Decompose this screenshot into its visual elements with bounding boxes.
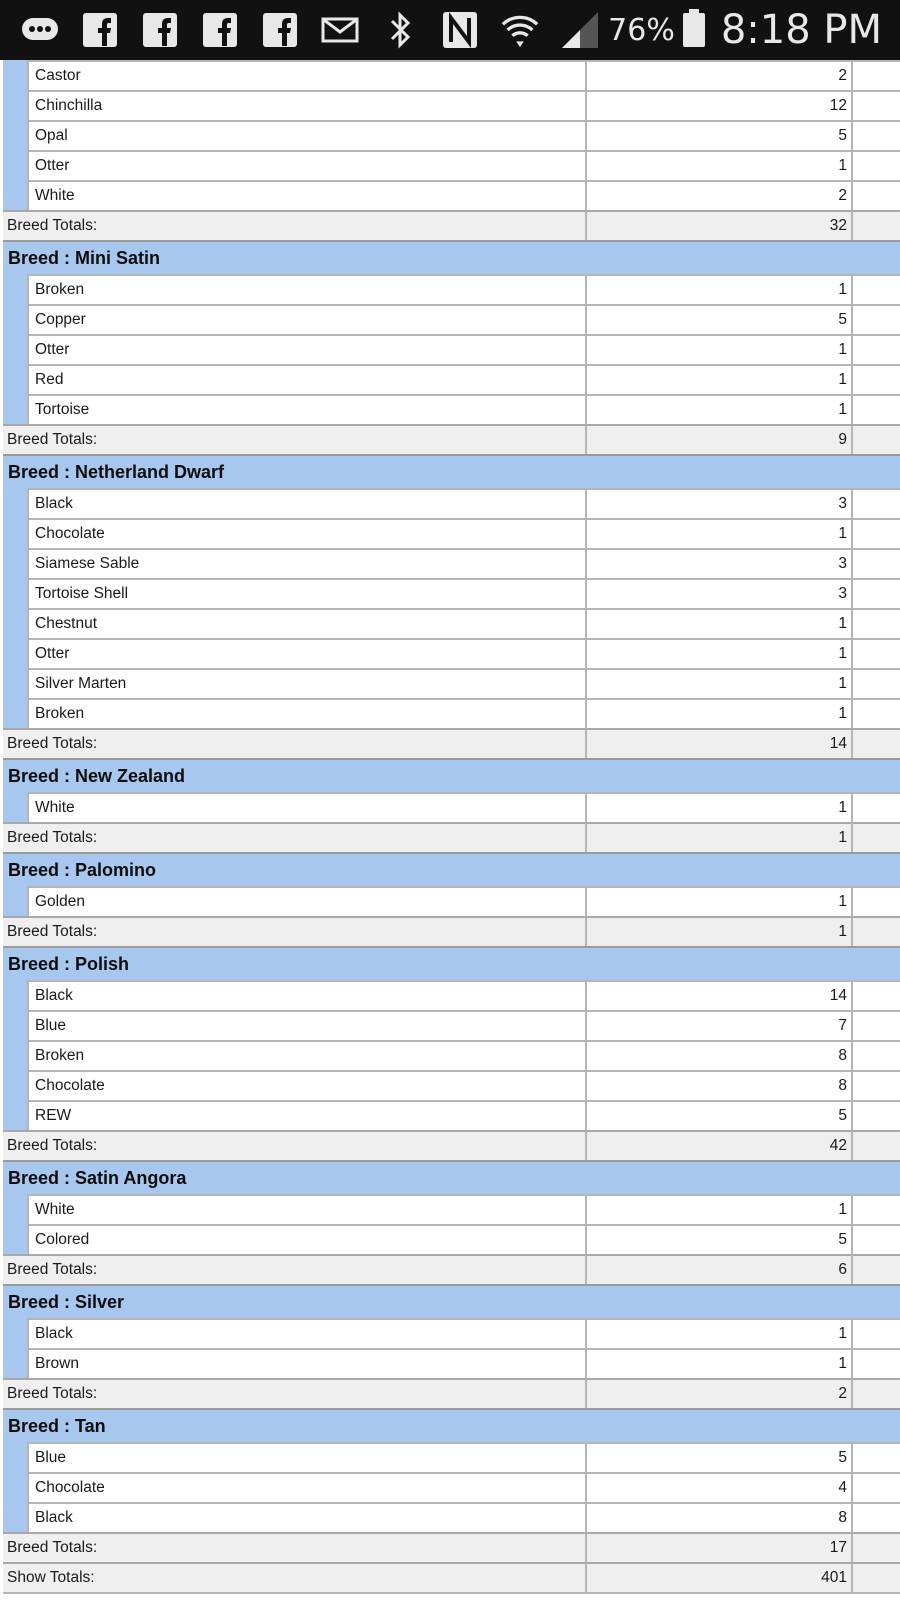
extra-cell bbox=[851, 548, 900, 578]
color-name-cell: Blue bbox=[27, 1010, 585, 1040]
row-indent bbox=[3, 886, 27, 916]
color-name-cell: Tortoise Shell bbox=[27, 578, 585, 608]
row-indent bbox=[3, 1442, 27, 1472]
table-row bbox=[3, 120, 900, 150]
totals-count: 401 bbox=[585, 1562, 851, 1592]
row-indent bbox=[3, 364, 27, 394]
table-row bbox=[3, 638, 900, 668]
row-indent bbox=[3, 120, 27, 150]
count-cell: 8 bbox=[585, 1040, 851, 1070]
extra-cell bbox=[851, 488, 900, 518]
totals-count: 1 bbox=[585, 822, 851, 852]
breed-totals-row bbox=[3, 424, 900, 454]
table-row bbox=[3, 394, 900, 424]
row-indent bbox=[3, 1224, 27, 1254]
color-name-cell: Castor bbox=[27, 60, 585, 90]
totals-label: Breed Totals: bbox=[3, 916, 585, 946]
row-indent bbox=[3, 668, 27, 698]
count-cell: 7 bbox=[585, 1010, 851, 1040]
breed-header: Breed : Satin Angora bbox=[3, 1160, 900, 1194]
table-row bbox=[3, 886, 900, 916]
color-name-cell: Chocolate bbox=[27, 1070, 585, 1100]
count-cell: 1 bbox=[585, 1318, 851, 1348]
extra-cell bbox=[851, 1100, 900, 1130]
table-row bbox=[3, 792, 900, 822]
breed-header: Breed : Mini Satin bbox=[3, 240, 900, 274]
extra-cell bbox=[851, 1378, 900, 1408]
count-cell: 3 bbox=[585, 548, 851, 578]
row-indent bbox=[3, 1502, 27, 1532]
color-name-cell: White bbox=[27, 180, 585, 210]
count-cell: 5 bbox=[585, 1224, 851, 1254]
extra-cell bbox=[851, 90, 900, 120]
row-indent bbox=[3, 488, 27, 518]
row-indent bbox=[3, 1100, 27, 1130]
color-name-cell: Golden bbox=[27, 886, 585, 916]
breed-header: Breed : Tan bbox=[3, 1408, 900, 1442]
row-indent bbox=[3, 698, 27, 728]
extra-cell bbox=[851, 180, 900, 210]
extra-cell bbox=[851, 728, 900, 758]
row-indent bbox=[3, 90, 27, 120]
color-name-cell: Chinchilla bbox=[27, 90, 585, 120]
extra-cell bbox=[851, 334, 900, 364]
count-cell: 4 bbox=[585, 1472, 851, 1502]
signal-icon bbox=[560, 10, 600, 50]
table-row bbox=[3, 1040, 900, 1070]
extra-cell bbox=[851, 1348, 900, 1378]
extra-cell bbox=[851, 1532, 900, 1562]
row-indent bbox=[3, 980, 27, 1010]
color-name-cell: Black bbox=[27, 488, 585, 518]
extra-cell bbox=[851, 60, 900, 90]
table-row bbox=[3, 548, 900, 578]
table-row bbox=[3, 488, 900, 518]
count-cell: 8 bbox=[585, 1070, 851, 1100]
count-cell: 1 bbox=[585, 1348, 851, 1378]
extra-cell bbox=[851, 1472, 900, 1502]
count-cell: 1 bbox=[585, 608, 851, 638]
extra-cell bbox=[851, 1318, 900, 1348]
color-name-cell: REW bbox=[27, 1100, 585, 1130]
totals-count: 32 bbox=[585, 210, 851, 240]
extra-cell bbox=[851, 1562, 900, 1592]
table-row bbox=[3, 180, 900, 210]
table-row bbox=[3, 150, 900, 180]
row-indent bbox=[3, 1318, 27, 1348]
color-name-cell: Black bbox=[27, 1502, 585, 1532]
extra-cell bbox=[851, 792, 900, 822]
table-row bbox=[3, 1472, 900, 1502]
row-indent bbox=[3, 1194, 27, 1224]
facebook-icon bbox=[200, 10, 240, 50]
table-row bbox=[3, 90, 900, 120]
row-indent bbox=[3, 394, 27, 424]
row-indent bbox=[3, 60, 27, 90]
breed-totals-row bbox=[3, 1378, 900, 1408]
breed-header: Breed : Palomino bbox=[3, 852, 900, 886]
row-indent bbox=[3, 150, 27, 180]
color-name-cell: Brown bbox=[27, 1348, 585, 1378]
status-bar bbox=[0, 0, 900, 60]
row-indent bbox=[3, 274, 27, 304]
count-cell: 1 bbox=[585, 668, 851, 698]
color-name-cell: Chestnut bbox=[27, 608, 585, 638]
breed-totals-row bbox=[3, 1254, 900, 1284]
breed-totals-row bbox=[3, 210, 900, 240]
totals-count: 17 bbox=[585, 1532, 851, 1562]
totals-label: Breed Totals: bbox=[3, 822, 585, 852]
count-cell: 1 bbox=[585, 334, 851, 364]
table-row bbox=[3, 1010, 900, 1040]
table-row bbox=[3, 1100, 900, 1130]
table-row bbox=[3, 364, 900, 394]
count-cell: 5 bbox=[585, 1100, 851, 1130]
count-cell: 3 bbox=[585, 578, 851, 608]
extra-cell bbox=[851, 578, 900, 608]
color-name-cell: Tortoise bbox=[27, 394, 585, 424]
extra-cell bbox=[851, 1442, 900, 1472]
messages-icon bbox=[20, 10, 60, 50]
table-row bbox=[3, 1442, 900, 1472]
count-cell: 1 bbox=[585, 274, 851, 304]
email-icon bbox=[320, 10, 360, 50]
extra-cell bbox=[851, 304, 900, 334]
extra-cell bbox=[851, 364, 900, 394]
table-row bbox=[3, 1070, 900, 1100]
count-cell: 1 bbox=[585, 394, 851, 424]
extra-cell bbox=[851, 1224, 900, 1254]
color-name-cell: Broken bbox=[27, 1040, 585, 1070]
totals-label: Breed Totals: bbox=[3, 728, 585, 758]
totals-count: 42 bbox=[585, 1130, 851, 1160]
totals-count: 6 bbox=[585, 1254, 851, 1284]
totals-label: Breed Totals: bbox=[3, 210, 585, 240]
show-report-table bbox=[3, 60, 900, 1594]
extra-cell bbox=[851, 518, 900, 548]
count-cell: 1 bbox=[585, 1194, 851, 1224]
extra-cell bbox=[851, 668, 900, 698]
color-name-cell: White bbox=[27, 1194, 585, 1224]
table-row bbox=[3, 60, 900, 90]
table-row bbox=[3, 1194, 900, 1224]
color-name-cell: Otter bbox=[27, 334, 585, 364]
color-name-cell: Otter bbox=[27, 150, 585, 180]
extra-cell bbox=[851, 1254, 900, 1284]
row-indent bbox=[3, 1010, 27, 1040]
color-name-cell: Opal bbox=[27, 120, 585, 150]
table-row bbox=[3, 668, 900, 698]
totals-label: Breed Totals: bbox=[3, 1378, 585, 1408]
totals-label: Show Totals: bbox=[3, 1562, 585, 1592]
clock: 8:18 PM bbox=[720, 7, 882, 53]
row-indent bbox=[3, 1348, 27, 1378]
color-name-cell: Siamese Sable bbox=[27, 548, 585, 578]
count-cell: 5 bbox=[585, 120, 851, 150]
count-cell: 2 bbox=[585, 180, 851, 210]
extra-cell bbox=[851, 1070, 900, 1100]
color-name-cell: Colored bbox=[27, 1224, 585, 1254]
facebook-icon bbox=[260, 10, 300, 50]
row-indent bbox=[3, 1472, 27, 1502]
row-indent bbox=[3, 1040, 27, 1070]
totals-count: 14 bbox=[585, 728, 851, 758]
extra-cell bbox=[851, 886, 900, 916]
notification-icons bbox=[0, 10, 620, 50]
totals-label: Breed Totals: bbox=[3, 1532, 585, 1562]
nfc-icon bbox=[440, 10, 480, 50]
facebook-icon bbox=[140, 10, 180, 50]
row-indent bbox=[3, 518, 27, 548]
extra-cell bbox=[851, 980, 900, 1010]
count-cell: 1 bbox=[585, 886, 851, 916]
breed-header: Breed : Netherland Dwarf bbox=[3, 454, 900, 488]
color-name-cell: Blue bbox=[27, 1442, 585, 1472]
breed-totals-row bbox=[3, 822, 900, 852]
totals-label: Breed Totals: bbox=[3, 1130, 585, 1160]
row-indent bbox=[3, 548, 27, 578]
breed-header: Breed : Silver bbox=[3, 1284, 900, 1318]
table-row bbox=[3, 334, 900, 364]
color-name-cell: Black bbox=[27, 1318, 585, 1348]
row-indent bbox=[3, 304, 27, 334]
table-row bbox=[3, 274, 900, 304]
extra-cell bbox=[851, 394, 900, 424]
status-right bbox=[600, 0, 882, 60]
row-indent bbox=[3, 608, 27, 638]
wifi-icon bbox=[500, 10, 540, 50]
totals-label: Breed Totals: bbox=[3, 1254, 585, 1284]
color-name-cell: Broken bbox=[27, 274, 585, 304]
table-row bbox=[3, 304, 900, 334]
extra-cell bbox=[851, 1040, 900, 1070]
battery-percent: 76% bbox=[608, 12, 675, 48]
breed-header: Breed : Polish bbox=[3, 946, 900, 980]
color-name-cell: White bbox=[27, 792, 585, 822]
extra-cell bbox=[851, 698, 900, 728]
row-indent bbox=[3, 638, 27, 668]
count-cell: 1 bbox=[585, 638, 851, 668]
extra-cell bbox=[851, 1502, 900, 1532]
totals-count: 1 bbox=[585, 916, 851, 946]
count-cell: 3 bbox=[585, 488, 851, 518]
count-cell: 1 bbox=[585, 792, 851, 822]
table-row bbox=[3, 1224, 900, 1254]
row-indent bbox=[3, 180, 27, 210]
count-cell: 1 bbox=[585, 518, 851, 548]
extra-cell bbox=[851, 822, 900, 852]
totals-label: Breed Totals: bbox=[3, 424, 585, 454]
totals-count: 2 bbox=[585, 1378, 851, 1408]
color-name-cell: Red bbox=[27, 364, 585, 394]
extra-cell bbox=[851, 916, 900, 946]
table-row bbox=[3, 698, 900, 728]
extra-cell bbox=[851, 1194, 900, 1224]
count-cell: 5 bbox=[585, 1442, 851, 1472]
color-name-cell: Silver Marten bbox=[27, 668, 585, 698]
color-name-cell: Copper bbox=[27, 304, 585, 334]
count-cell: 8 bbox=[585, 1502, 851, 1532]
table-row bbox=[3, 980, 900, 1010]
row-indent bbox=[3, 334, 27, 364]
extra-cell bbox=[851, 1010, 900, 1040]
color-name-cell: Chocolate bbox=[27, 1472, 585, 1502]
count-cell: 1 bbox=[585, 698, 851, 728]
color-name-cell: Otter bbox=[27, 638, 585, 668]
totals-count: 9 bbox=[585, 424, 851, 454]
table-row bbox=[3, 518, 900, 548]
breed-totals-row bbox=[3, 916, 900, 946]
count-cell: 1 bbox=[585, 150, 851, 180]
extra-cell bbox=[851, 150, 900, 180]
bluetooth-icon bbox=[380, 10, 420, 50]
color-name-cell: Broken bbox=[27, 698, 585, 728]
table-row bbox=[3, 608, 900, 638]
table-row bbox=[3, 1348, 900, 1378]
count-cell: 2 bbox=[585, 60, 851, 90]
row-indent bbox=[3, 578, 27, 608]
count-cell: 12 bbox=[585, 90, 851, 120]
count-cell: 14 bbox=[585, 980, 851, 1010]
breed-totals-row bbox=[3, 728, 900, 758]
extra-cell bbox=[851, 274, 900, 304]
table-row bbox=[3, 578, 900, 608]
count-cell: 5 bbox=[585, 304, 851, 334]
count-cell: 1 bbox=[585, 364, 851, 394]
extra-cell bbox=[851, 1130, 900, 1160]
extra-cell bbox=[851, 424, 900, 454]
breed-totals-row bbox=[3, 1130, 900, 1160]
table-bottom-border bbox=[3, 1592, 900, 1594]
row-indent bbox=[3, 792, 27, 822]
breed-totals-row bbox=[3, 1532, 900, 1562]
battery-icon bbox=[681, 8, 707, 52]
extra-cell bbox=[851, 210, 900, 240]
color-name-cell: Black bbox=[27, 980, 585, 1010]
breed-header: Breed : New Zealand bbox=[3, 758, 900, 792]
extra-cell bbox=[851, 608, 900, 638]
show-totals-row bbox=[3, 1562, 900, 1592]
extra-cell bbox=[851, 120, 900, 150]
row-indent bbox=[3, 1070, 27, 1100]
color-name-cell: Chocolate bbox=[27, 518, 585, 548]
extra-cell bbox=[851, 638, 900, 668]
table-row bbox=[3, 1318, 900, 1348]
facebook-icon bbox=[80, 10, 120, 50]
table-row bbox=[3, 1502, 900, 1532]
